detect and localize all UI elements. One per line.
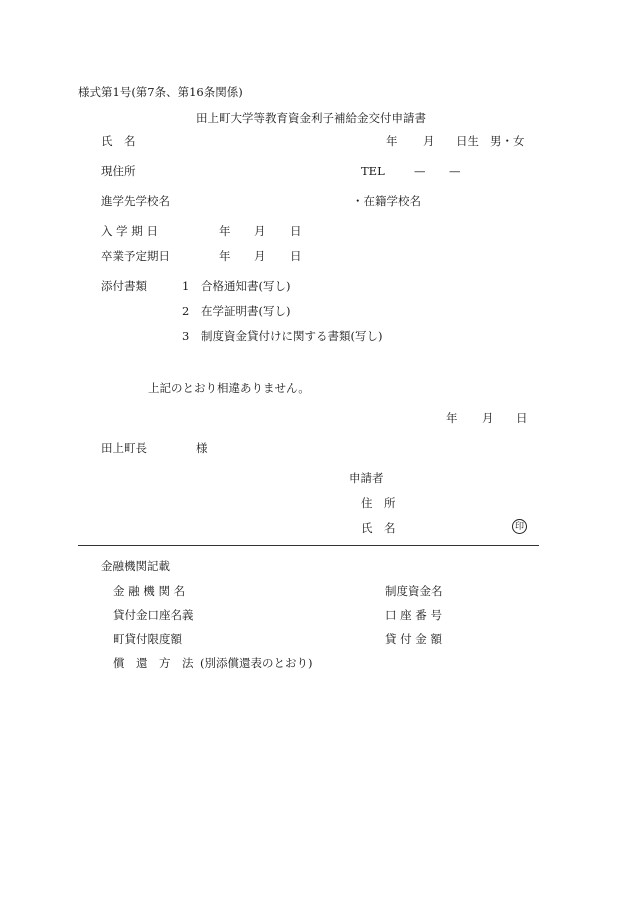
applicant-address-label: 住 所 (361, 496, 396, 510)
section-divider (78, 545, 539, 546)
attachment-number: 2 (182, 304, 190, 318)
graduation-day-label: 日 (290, 249, 302, 263)
seal-icon: 印 (512, 519, 527, 534)
addressee: 田上町長 (101, 441, 147, 455)
form-number: 様式第1号(第7条、第16条関係) (78, 85, 243, 99)
date-day-label: 日 (516, 411, 528, 425)
repayment-label: 償 還 方 法 (113, 656, 194, 670)
repayment-note: (別添償還表のとおり) (200, 656, 313, 670)
graduation-date-label: 卒業予定期日 (101, 249, 170, 263)
graduation-year-label: 年 (219, 249, 231, 263)
attachment-number: 3 (182, 329, 190, 343)
gender-option: 男・女 (490, 134, 525, 148)
town-limit-label: 町貸付限度額 (113, 632, 182, 646)
bank-name-label: 金 融 機 関 名 (113, 584, 186, 598)
tel-dash-1: — (414, 164, 426, 178)
admission-month-label: 月 (254, 224, 266, 238)
attachment-item: 合格通知書(写し) (201, 279, 291, 293)
attachments-label: 添付書類 (101, 279, 147, 293)
admission-year-label: 年 (219, 224, 231, 238)
admission-date-label: 入 学 期 日 (101, 224, 158, 238)
declaration-text: 上記のとおり相違ありません。 (148, 381, 310, 395)
addressee-honorific: 様 (196, 441, 208, 455)
loan-amount-label: 貸 付 金 額 (385, 632, 442, 646)
birth-month-label: 月 (423, 134, 435, 148)
admission-day-label: 日 (290, 224, 302, 238)
attachment-number: 1 (182, 279, 190, 293)
account-number-label: 口 座 番 号 (385, 608, 442, 622)
birth-day-label: 日生 (456, 134, 479, 148)
school-label: 進学先学校名 (101, 194, 170, 208)
name-label: 氏 名 (101, 134, 136, 148)
account-holder-label: 貸付金口座名義 (113, 608, 194, 622)
tel-label: TEL (361, 164, 385, 178)
applicant-name-label: 氏 名 (361, 521, 396, 535)
loan-system-label: 制度資金名 (385, 584, 443, 598)
birth-year-label: 年 (386, 134, 398, 148)
financial-heading: 金融機関記載 (101, 559, 170, 573)
enrolled-school-label: ・在籍学校名 (352, 194, 421, 208)
date-year-label: 年 (446, 411, 458, 425)
tel-dash-2: — (449, 164, 461, 178)
form-title: 田上町大学等教育資金利子補給金交付申請書 (196, 111, 426, 125)
graduation-month-label: 月 (254, 249, 266, 263)
address-label: 現住所 (101, 164, 136, 178)
attachment-item: 制度資金貸付けに関する書類(写し) (201, 329, 383, 343)
applicant-label: 申請者 (349, 471, 384, 485)
attachment-item: 在学証明書(写し) (201, 304, 291, 318)
date-month-label: 月 (482, 411, 494, 425)
